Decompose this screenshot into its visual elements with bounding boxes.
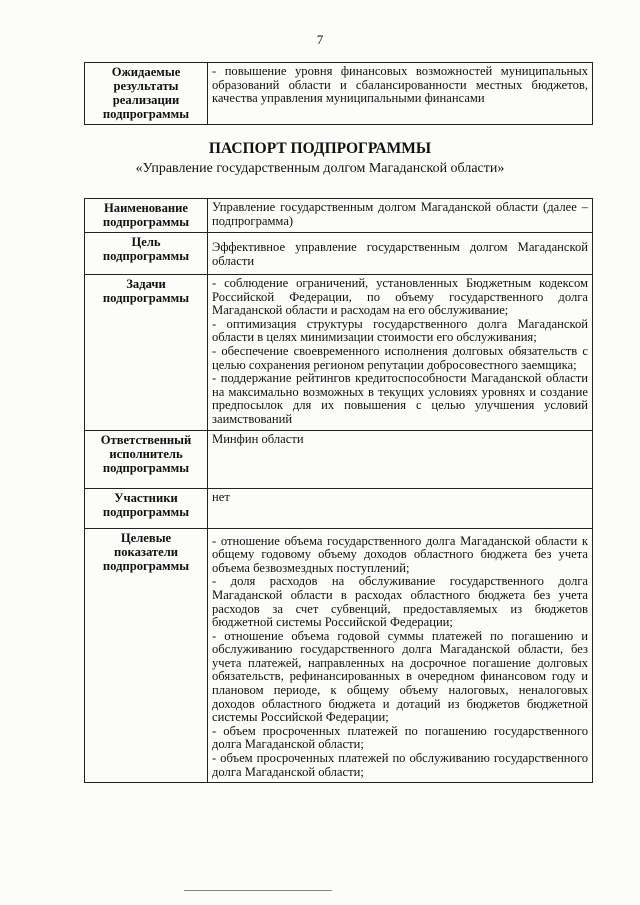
table-row-tasks	[85, 275, 593, 431]
tasks-value	[208, 275, 593, 431]
expected-results-table	[84, 62, 593, 125]
task-item: - обеспечение своевременного исполнения долговых обязательств с целью сохранения регионом репутации добросовестного заемщика;	[212, 343, 588, 372]
indicator-item: - объем просроченных платежей по обслуживанию государственного долга Магаданской области;	[212, 751, 588, 779]
executor-value: Минфин области	[208, 430, 593, 488]
executor-label: Ответственный исполнитель подпрограммы	[85, 430, 208, 488]
tasks-label: Задачи подпрограммы	[85, 275, 208, 431]
goal-value: Эффективное управление государственным долгом Магаданской области	[208, 233, 593, 275]
task-item: - оптимизация структуры государственного долга Магаданской области в целях минимизации стоимости его обслуживания;	[212, 316, 588, 345]
participants-label: Участники подпрограммы	[85, 488, 208, 528]
indicator-item: - отношение объема годовой суммы платежей по погашению и обслуживанию государственного долга Магаданской области, без учета платежей, направленных на досрочное погашение долговых обязательств, рефинансированных в очередном финансовом году и плановом периоде, к общему объему налоговых, неналоговых доходов областного бюджета и дотаций из бюджетов бюджетной системы Российской Федерации;	[212, 628, 588, 725]
task-item: - соблюдение ограничений, установленных Бюджетным кодексом Российской Федерации, по объему государственного долга Магаданской области и расходам на его обслуживание;	[212, 276, 588, 318]
expected-results-label: Ожидаемые результаты реализации подпрограммы	[85, 63, 208, 125]
table-row-indicators	[85, 528, 593, 783]
indicators-label: Целевые показатели подпрограммы	[85, 528, 208, 783]
expected-results-row	[85, 63, 593, 125]
indicator-item: - объем просроченных платежей по погашению государственного долга Магаданской области;	[212, 723, 588, 752]
table-row-executor	[85, 430, 593, 488]
table-row-name	[85, 199, 593, 233]
participants-value: нет	[208, 488, 593, 528]
indicator-item: - доля расходов на обслуживание государственного долга Магаданской области в расходах областного бюджета без учета расходов за счет субвенций, предоставляемых из бюджетов бюджетной системы Российской Федерации;	[212, 574, 588, 630]
passport-subtitle: «Управление государственным долгом Магаданской области»	[135, 161, 505, 176]
page-number: 7	[316, 32, 324, 47]
table-row-goal	[85, 233, 593, 275]
table-row-participants	[85, 488, 593, 528]
indicator-item: - отношение объема государственного долга Магаданской области к общему годовому объему доходов областного бюджета без учета объема безвозмездных поступлений;	[212, 533, 588, 575]
footer-rule	[184, 890, 332, 891]
passport-table	[84, 198, 593, 783]
task-item: - поддержание рейтингов кредитоспособности Магаданской области на максимально возможных в текущих условиях уровнях и создание предпосылок для их повышения с целью улучшения условий заимствований	[212, 371, 588, 426]
indicators-value	[208, 528, 593, 783]
expected-results-value: - повышение уровня финансовых возможностей муниципальных образований области и сбалансированности местных бюджетов, качества управления муниципальными финансами	[208, 63, 593, 125]
name-label: Наименование подпрограммы	[85, 199, 208, 233]
goal-label: Цель подпрограммы	[85, 233, 208, 275]
name-value: Управление государственным долгом Магаданской области (далее – подпрограмма)	[208, 199, 593, 233]
passport-title: ПАСПОРТ ПОДПРОГРАММЫ	[208, 140, 432, 157]
